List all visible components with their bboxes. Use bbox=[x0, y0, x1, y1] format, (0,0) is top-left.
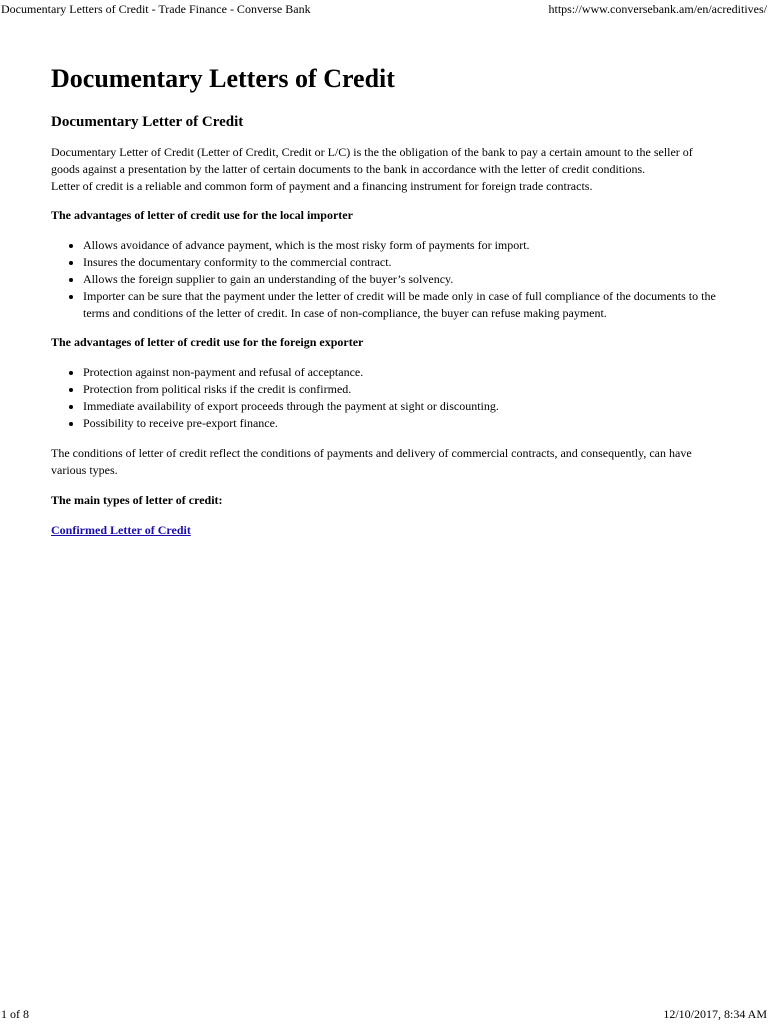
list-item: • Possibility to receive pre-export finance. bbox=[83, 415, 721, 432]
intro-text bbox=[51, 144, 721, 195]
confirmed-letter-of-credit-link[interactable]: Confirmed Letter of Credit bbox=[51, 523, 191, 537]
exporter-advantages-title: The advantages of letter of credit use for the foreign exporter bbox=[51, 335, 364, 349]
print-footer bbox=[1, 1006, 767, 1022]
types-title: The main types of letter of credit: bbox=[51, 493, 223, 507]
print-page-title: Documentary Letters of Credit - Trade Finance - Converse Bank bbox=[1, 2, 311, 16]
importer-advantages-list bbox=[51, 237, 721, 322]
conclusion-paragraph: The conditions of letter of credit reflect the conditions of payments and delivery of commercial contracts, and consequently, can have various types. bbox=[51, 446, 692, 477]
main-content bbox=[51, 62, 721, 539]
list-item: • Protection from political risks if the credit is confirmed. bbox=[83, 381, 721, 398]
page-heading: Documentary Letters of Credit bbox=[51, 64, 395, 93]
section-subheading: Documentary Letter of Credit bbox=[51, 114, 244, 130]
list-item: • Immediate availability of export proceeds through the payment at sight or discounting. bbox=[83, 398, 721, 415]
intro-paragraph: Letter of credit is a reliable and common form of payment and a financing instrument for foreign trade contracts. bbox=[51, 179, 593, 193]
list-item: • Protection against non-payment and refusal of acceptance. bbox=[83, 364, 721, 381]
print-datetime: 12/10/2017, 8:34 AM bbox=[663, 1007, 767, 1021]
print-url: https://www.conversebank.am/en/acreditives/ bbox=[548, 2, 767, 16]
list-item: • Importer can be sure that the payment under the letter of credit will be made only in case of full compliance of the documents to the terms and conditions of the letter of credit. In case of non-compliance, the buyer can refuse making payment. bbox=[83, 288, 721, 322]
exporter-advantages-list bbox=[51, 364, 721, 432]
intro-paragraph: Documentary Letter of Credit (Letter of Credit, Credit or L/C) is the the obligation of the bank to pay a certain amount to the seller of goods against a presentation by the latter of certain documents to the bank in accordance with the letter of credit conditions. bbox=[51, 145, 693, 176]
page-number: 1 of 8 bbox=[1, 1007, 29, 1021]
link-container bbox=[51, 522, 721, 539]
print-header bbox=[1, 1, 767, 17]
importer-advantages-title: The advantages of letter of credit use for the local importer bbox=[51, 208, 353, 222]
list-item: • Allows avoidance of advance payment, which is the most risky form of payments for import. bbox=[83, 237, 721, 254]
list-item: • Allows the foreign supplier to gain an understanding of the buyer’s solvency. bbox=[83, 271, 721, 288]
list-item: • Insures the documentary conformity to the commercial contract. bbox=[83, 254, 721, 271]
